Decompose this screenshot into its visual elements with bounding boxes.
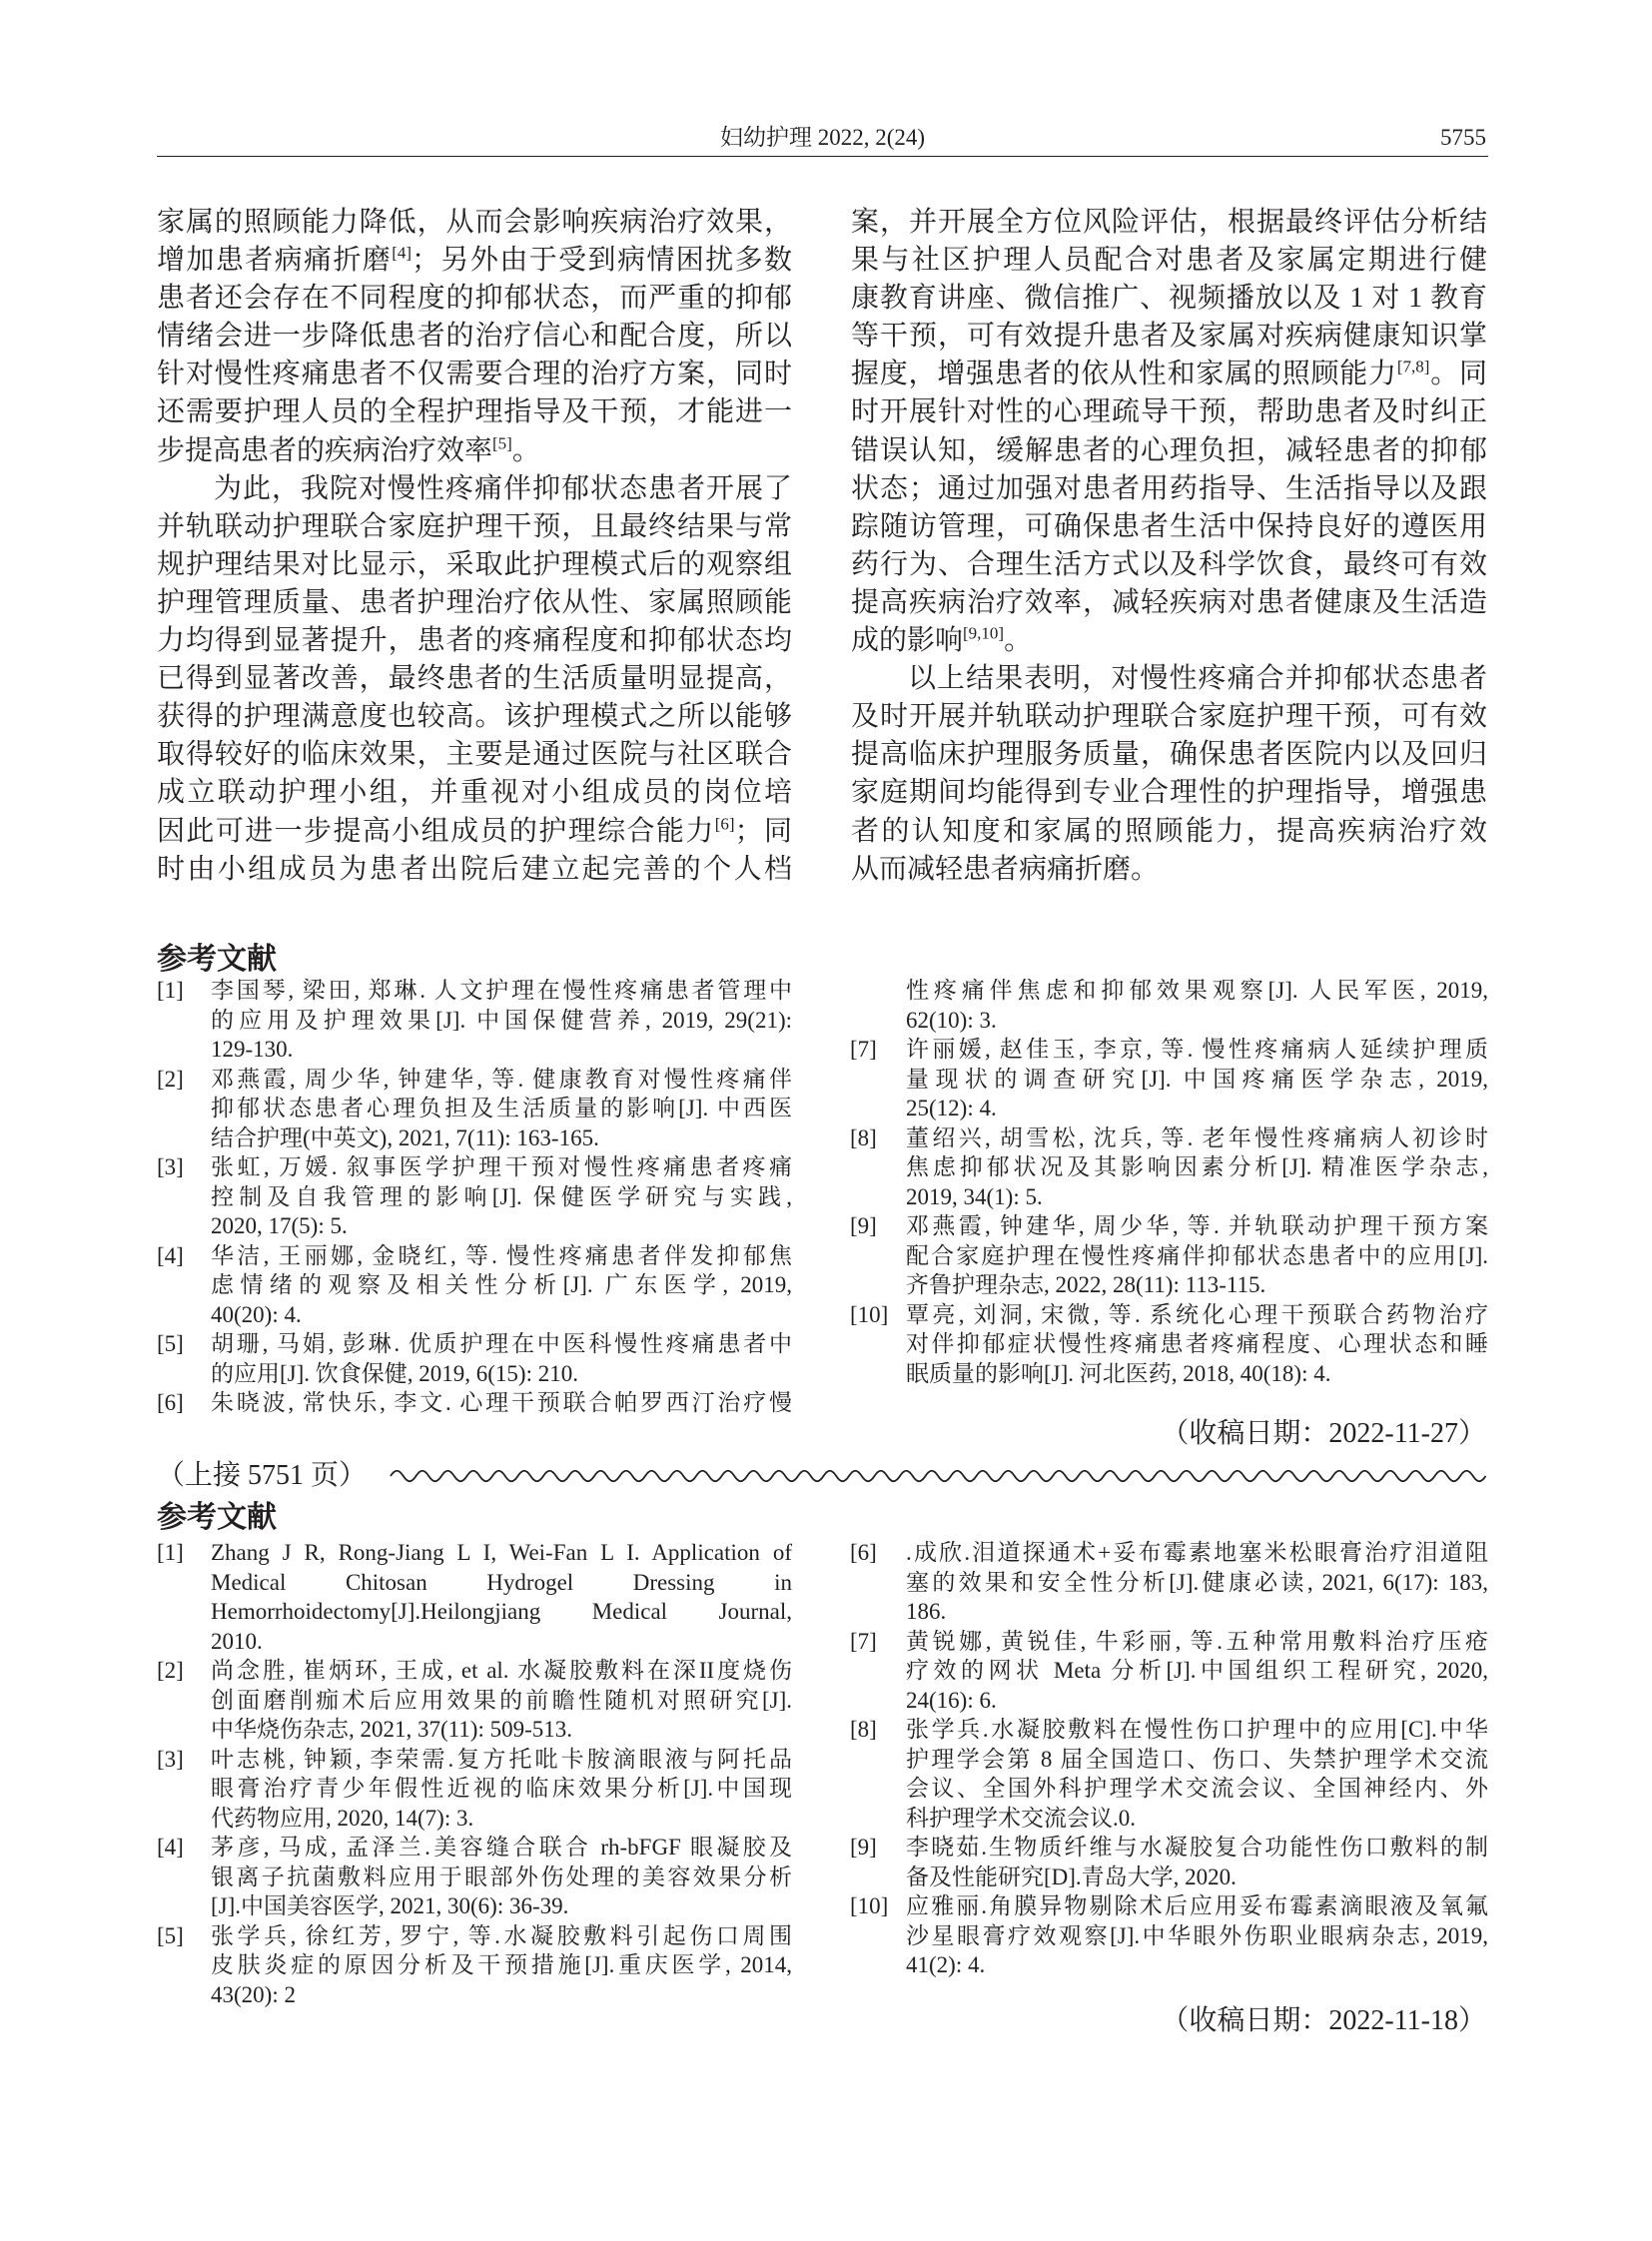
body-line: 果与社区护理人员配合对患者及家属定期进行健 xyxy=(851,245,1487,277)
body-line: 时由小组成员为患者出院后建立起完善的个人档 xyxy=(157,853,792,885)
reference-line xyxy=(157,1211,792,1241)
reference-number: [2] xyxy=(157,1658,184,1683)
body-line xyxy=(851,356,1487,393)
body-text: 因此可进一步提高小组成员的护理综合能力 xyxy=(157,815,715,847)
reference-item xyxy=(850,1035,1488,1065)
body-line: 情绪会进一步降低患者的治疗信心和配合度，所以 xyxy=(157,321,792,353)
body-line: 案，并开展全方位风险评估，根据最终评估分析结 xyxy=(851,207,1487,238)
reference-line xyxy=(850,1656,1488,1686)
reference-item xyxy=(850,1211,1488,1241)
reference-number: [1] xyxy=(157,1540,184,1565)
reference-line xyxy=(850,1270,1488,1300)
reference-text: 沙星眼膏疗效观察[J].中华眼外伤职业眼病杂志, 2019, xyxy=(906,1922,1488,1948)
reference-line xyxy=(850,1863,1488,1892)
reference-text: 眼膏治疗青少年假性近视的临床效果分析[J].中国现 xyxy=(211,1776,792,1801)
body-text: 。 xyxy=(1004,625,1033,657)
body-line: 针对慢性疼痛患者不仅需要合理的治疗方案，同时 xyxy=(157,359,792,390)
citation-superscript: [6] xyxy=(714,814,735,834)
reference-item xyxy=(157,1921,792,1951)
reference-line xyxy=(157,1804,792,1834)
reference-line xyxy=(850,1568,1488,1598)
body-text: 握度，增强患者的依从性和家属的照顾能力 xyxy=(851,359,1397,390)
reference-text: [J].中国美容医学, 2021, 30(6): 36-39. xyxy=(211,1893,569,1918)
reference-text: 董绍兴, 胡雪松, 沈兵, 等. 老年慢性疼痛病人初诊时 xyxy=(906,1124,1488,1150)
reference-item xyxy=(157,1152,792,1182)
reference-text: 邓燕霞, 钟建华, 周少华, 等. 并轨联动护理干预方案 xyxy=(906,1213,1488,1238)
body-text: 。同 xyxy=(1429,359,1487,390)
reference-number: [8] xyxy=(850,1717,877,1742)
body-line: 及时开展并轨联动护理联合家庭护理干预，可有效 xyxy=(851,701,1487,733)
reference-text: 量现状的调查研究[J]. 中国疼痛医学杂志, 2019, xyxy=(906,1066,1488,1092)
reference-item xyxy=(850,1715,1488,1745)
reference-line xyxy=(850,1359,1488,1389)
continued-from-label: （上接 5751 页） xyxy=(157,1460,368,1491)
reference-text: 齐鲁护理杂志, 2022, 28(11): 113-115. xyxy=(906,1272,1266,1297)
reference-line xyxy=(157,1627,792,1657)
body-line: 规护理结果对比显示，采取此护理模式后的观察组 xyxy=(157,548,792,580)
reference-line xyxy=(157,1950,792,1980)
reference-item xyxy=(157,1065,792,1095)
reference-text: 科护理学术交流会议.0. xyxy=(906,1805,1136,1831)
reference-line xyxy=(850,1182,1488,1212)
reference-line xyxy=(157,1123,792,1153)
reference-line xyxy=(157,1980,792,2010)
reference-line xyxy=(157,1891,792,1921)
reference-text: 应雅丽.角膜异物剔除术后应用妥布霉素滴眼液及氧氟 xyxy=(906,1893,1488,1918)
references-column-left xyxy=(157,1538,792,2009)
body-line xyxy=(157,242,792,280)
reference-text: 24(16): 6. xyxy=(906,1687,997,1713)
body-column-right xyxy=(851,204,1487,889)
running-header-journal: 妇幼护理 2022, 2(24) xyxy=(719,125,926,150)
body-text: ；同 xyxy=(734,815,792,847)
references-column-left xyxy=(157,976,792,1418)
reference-line xyxy=(850,1065,1488,1095)
reference-text: Hemorrhoidectomy[J].Heilongjiang Medical Journal, xyxy=(211,1599,792,1624)
body-line: 从而减轻患者病痛折磨。 xyxy=(851,853,1160,885)
reference-number: [1] xyxy=(157,978,184,1003)
reference-text: 41(2): 4. xyxy=(906,1952,986,1977)
reference-item xyxy=(850,1123,1488,1153)
reference-text: 2010. xyxy=(211,1628,263,1654)
reference-line xyxy=(850,1329,1488,1359)
reference-item xyxy=(850,1833,1488,1863)
body-text: 成的影响 xyxy=(851,625,964,657)
reference-text: 的应用及护理效果[J]. 中国保健营养, 2019, 29(21): xyxy=(211,1007,792,1033)
body-line: 并轨联动护理联合家庭护理干预，且最终结果与常 xyxy=(157,510,792,542)
reference-number: [4] xyxy=(157,1242,184,1268)
body-line: 已得到显著改善，最终患者的生活质量明显提高， xyxy=(157,663,792,695)
reference-number: [5] xyxy=(157,1331,184,1356)
reference-line xyxy=(850,1006,1488,1036)
reference-text: 129-130. xyxy=(211,1037,294,1062)
reference-line xyxy=(157,1270,792,1300)
reference-text: 备及性能研究[D].青岛大学, 2020. xyxy=(906,1864,1237,1889)
reference-item xyxy=(157,1833,792,1863)
reference-text: 控制及自我管理的影响[J]. 保健医学研究与实践, xyxy=(211,1183,792,1209)
reference-text: 25(12): 4. xyxy=(906,1096,997,1120)
reference-number: [6] xyxy=(157,1390,184,1415)
reference-text: 护理学会第 8 届全国造口、伤口、失禁护理学术交流 xyxy=(906,1746,1488,1772)
reference-line xyxy=(157,1182,792,1212)
header-rule xyxy=(157,156,1488,157)
reference-line xyxy=(850,1745,1488,1775)
reference-number: [6] xyxy=(850,1540,877,1565)
reference-number: [8] xyxy=(850,1124,877,1150)
reference-text: 配合家庭护理在慢性疼痛伴抑郁状态患者中的应用[J]. xyxy=(906,1242,1488,1268)
reference-text: 虑情绪的观察及相关性分析[J]. 广东医学, 2019, xyxy=(211,1272,792,1297)
body-column-left xyxy=(157,204,792,889)
reference-line xyxy=(157,1715,792,1745)
reference-line xyxy=(157,1568,792,1598)
reference-text: 疗效的网状 Meta 分析[J].中国组织工程研究, 2020, xyxy=(906,1658,1488,1683)
reference-text: 抑郁状态患者心理负担及生活质量的影响[J]. 中西医 xyxy=(211,1096,792,1120)
citation-superscript: [4] xyxy=(392,243,413,263)
reference-text: 代药物应用, 2020, 14(7): 3. xyxy=(211,1805,474,1831)
body-line: 患者还会存在不同程度的抑郁状态，而严重的抑郁 xyxy=(157,283,792,315)
reference-text: 张虹, 万媛. 叙事医学护理干预对慢性疼痛患者疼痛 xyxy=(211,1154,792,1179)
reference-item xyxy=(157,1656,792,1686)
reference-text: 覃亮, 刘洞, 宋微, 等. 系统化心理干预联合药物治疗 xyxy=(906,1301,1488,1327)
body-line: 护理管理质量、患者护理治疗依从性、家属照顾能 xyxy=(157,586,792,618)
reference-line xyxy=(157,1863,792,1892)
reference-item xyxy=(157,1745,792,1775)
wavy-divider xyxy=(390,1464,1488,1488)
citation-superscript: [7,8] xyxy=(1396,358,1430,377)
reference-text: 银离子抗菌敷料应用于眼部外伤处理的美容效果分析 xyxy=(211,1864,792,1889)
body-line: 错误认知，缓解患者的心理负担，减轻患者的抑郁 xyxy=(851,434,1487,466)
body-line: 成立联动护理小组，并重视对小组成员的岗位培 xyxy=(157,777,792,809)
reference-text: 叶志桃, 钟颖, 李荣需.复方托吡卡胺滴眼液与阿托品 xyxy=(211,1746,792,1772)
references-column-right xyxy=(850,1538,1488,1980)
reference-number: [10] xyxy=(850,1301,889,1327)
reference-text: 黄锐娜, 黄锐佳, 牛彩丽, 等.五种常用敷料治疗压疮 xyxy=(906,1628,1488,1654)
references-heading: 参考文献 xyxy=(157,1500,277,1535)
reference-text: 胡珊, 马娟, 彭琳. 优质护理在中医科慢性疼痛患者中 xyxy=(211,1331,792,1356)
reference-text: 结合护理(中英文), 2021, 7(11): 163-165. xyxy=(211,1124,599,1150)
body-text: 增加患者病痛折磨 xyxy=(157,245,393,277)
reference-text: 186. xyxy=(906,1599,947,1624)
reference-number: [3] xyxy=(157,1154,184,1179)
reference-line xyxy=(157,1597,792,1627)
reference-text: 塞的效果和安全性分析[J].健康必读, 2021, 6(17): 183, xyxy=(906,1569,1488,1595)
reference-number: [3] xyxy=(157,1746,184,1772)
reference-text: 对伴抑郁症状慢性疼痛患者疼痛程度、心理状态和睡 xyxy=(906,1331,1488,1356)
body-line xyxy=(157,813,792,851)
body-line xyxy=(157,432,792,470)
reference-number: [4] xyxy=(157,1835,184,1860)
reference-number: [9] xyxy=(850,1835,877,1860)
reference-text: 会议、全国外科护理学术交流会议、全国神经内、外 xyxy=(906,1776,1488,1801)
page-number: 5755 xyxy=(1440,125,1486,150)
wavy-divider-line xyxy=(391,1471,1486,1482)
reference-text: 许丽媛, 赵佳玉, 李京, 等. 慢性疼痛病人延续护理质 xyxy=(906,1037,1488,1062)
body-line: 药行为、合理生活方式以及科学饮食，最终可有效 xyxy=(851,548,1487,580)
reference-text: 43(20): 2 xyxy=(211,1981,296,2007)
body-line: 为此，我院对慢性疼痛伴抑郁状态患者开展了 xyxy=(214,472,792,504)
reference-line xyxy=(850,1597,1488,1627)
body-line: 家庭期间均能得到专业合理性的护理指导，增强患 xyxy=(851,777,1487,809)
reference-text: 眠质量的影响[J]. 河北医药, 2018, 40(18): 4. xyxy=(906,1360,1331,1386)
reference-number: [2] xyxy=(157,1066,184,1092)
reference-line xyxy=(850,1804,1488,1834)
reference-item xyxy=(850,1300,1488,1330)
received-date: （收稿日期：2022-11-18） xyxy=(1161,2005,1486,2036)
reference-text: Medical Chitosan Hydrogel Dressing in xyxy=(211,1569,792,1595)
reference-text: 焦虑抑郁状况及其影响因素分析[J]. 精准医学杂志, xyxy=(906,1154,1488,1179)
reference-item xyxy=(157,1241,792,1271)
reference-text: 40(20): 4. xyxy=(211,1301,302,1327)
reference-item xyxy=(850,1627,1488,1657)
body-line: 家属的照顾能力降低，从而会影响疾病治疗效果， xyxy=(157,207,792,238)
reference-line xyxy=(157,1300,792,1330)
references-heading: 参考文献 xyxy=(157,942,277,977)
body-line: 获得的护理满意度也较高。该护理模式之所以能够 xyxy=(157,701,792,733)
reference-line xyxy=(157,1359,792,1389)
reference-number: [9] xyxy=(850,1213,877,1238)
reference-item xyxy=(157,1388,792,1418)
reference-number: [7] xyxy=(850,1628,877,1654)
reference-text: 尚念胜, 崔炳环, 王成, et al. 水凝胶敷料在深II度烧伤 xyxy=(211,1658,792,1683)
reference-number: [5] xyxy=(157,1922,184,1948)
reference-text: 性疼痛伴焦虑和抑郁效果观察[J]. 人民军医, 2019, xyxy=(906,978,1488,1003)
reference-text: 李国琴, 梁田, 郑琳. 人文护理在慢性疼痛患者管理中 xyxy=(211,978,792,1003)
body-text: 。 xyxy=(511,434,540,466)
reference-text: 茅彦, 马成, 孟泽兰.美容缝合联合 rh-bFGF 眼凝胶及 xyxy=(211,1835,792,1860)
reference-text: 朱晓波, 常快乐, 李文. 心理干预联合帕罗西汀治疗慢 xyxy=(211,1390,792,1415)
body-line: 等干预，可有效提升患者及家属对疾病健康知识掌 xyxy=(851,321,1487,353)
reference-line xyxy=(850,1241,1488,1271)
reference-text: 邓燕霞, 周少华, 钟建华, 等. 健康教育对慢性疼痛伴 xyxy=(211,1066,792,1092)
body-line: 以上结果表明，对慢性疼痛合并抑郁状态患者 xyxy=(908,663,1487,695)
body-line: 踪随访管理，可确保患者生活中保持良好的遵医用 xyxy=(851,510,1487,542)
reference-line xyxy=(157,1006,792,1036)
reference-line xyxy=(157,1774,792,1804)
reference-text: 62(10): 3. xyxy=(906,1007,997,1033)
body-line: 力均得到显著提升，患者的疼痛程度和抑郁状态均 xyxy=(157,625,792,657)
body-line xyxy=(851,622,1487,660)
reference-text: 的应用[J]. 饮食保健, 2019, 6(15): 210. xyxy=(211,1360,578,1386)
reference-text: 2020, 17(5): 5. xyxy=(211,1213,348,1238)
reference-line xyxy=(850,1950,1488,1980)
citation-superscript: [9,10] xyxy=(963,623,1005,643)
body-line: 状态；通过加强对患者用药指导、生活指导以及跟 xyxy=(851,472,1487,504)
reference-item xyxy=(157,976,792,1006)
reference-text: 华洁, 王丽娜, 金晓红, 等. 慢性疼痛患者伴发抑郁焦 xyxy=(211,1242,792,1268)
reference-text: 中华烧伤杂志, 2021, 37(11): 509-513. xyxy=(211,1717,573,1742)
reference-number: [7] xyxy=(850,1037,877,1062)
reference-text: 皮肤炎症的原因分析及干预措施[J].重庆医学, 2014, xyxy=(211,1952,792,1977)
body-line: 还需要护理人员的全程护理指导及干预，才能进一 xyxy=(157,396,792,428)
body-text: 步提高患者的疾病治疗效率 xyxy=(157,434,493,466)
reference-item xyxy=(157,1329,792,1359)
reference-item xyxy=(157,1538,792,1568)
received-date: （收稿日期：2022-11-27） xyxy=(1161,1418,1486,1449)
reference-line xyxy=(850,1152,1488,1182)
body-text: ；另外由于受到病情困扰多数 xyxy=(412,245,792,277)
reference-text: Zhang J R, Rong-Jiang L I, Wei-Fan L I. Application of xyxy=(211,1540,792,1565)
reference-line xyxy=(850,1686,1488,1716)
reference-line xyxy=(850,1774,1488,1804)
citation-superscript: [5] xyxy=(492,433,512,453)
reference-text: 创面磨削痂术后应用效果的前瞻性随机对照研究[J]. xyxy=(211,1687,792,1713)
reference-text: 李晓茹.生物质纤维与水凝胶复合功能性伤口敷料的制 xyxy=(906,1835,1488,1860)
reference-line xyxy=(157,1035,792,1065)
reference-text: 张学兵.水凝胶敷料在慢性伤口护理中的应用[C].中华 xyxy=(906,1717,1488,1742)
body-line: 取得较好的临床效果，主要是通过医院与社区联合 xyxy=(157,739,792,771)
reference-line xyxy=(850,1094,1488,1123)
reference-line xyxy=(850,1921,1488,1951)
body-line: 提高疾病治疗效率，减轻疾病对患者健康及生活造 xyxy=(851,586,1487,618)
body-line: 提高临床护理服务质量，确保患者医院内以及回归 xyxy=(851,739,1487,771)
body-line: 时开展针对性的心理疏导干预，帮助患者及时纠正 xyxy=(851,396,1487,428)
references-column-right xyxy=(850,976,1488,1388)
reference-line xyxy=(850,976,1488,1006)
reference-text: 2019, 34(1): 5. xyxy=(906,1183,1043,1209)
reference-item xyxy=(850,1538,1488,1568)
reference-item xyxy=(850,1891,1488,1921)
reference-line xyxy=(157,1094,792,1123)
reference-number: [10] xyxy=(850,1893,889,1918)
reference-text: 张学兵, 徐红芳, 罗宁, 等.水凝胶敷料引起伤口周围 xyxy=(211,1922,792,1948)
body-line: 者的认知度和家属的照顾能力，提高疾病治疗效 xyxy=(851,815,1487,847)
reference-line xyxy=(157,1686,792,1716)
reference-text: .成欣.泪道探通术+妥布霉素地塞米松眼膏治疗泪道阻 xyxy=(906,1540,1488,1565)
body-line: 康教育讲座、微信推广、视频播放以及 1 对 1 教育 xyxy=(851,283,1487,315)
